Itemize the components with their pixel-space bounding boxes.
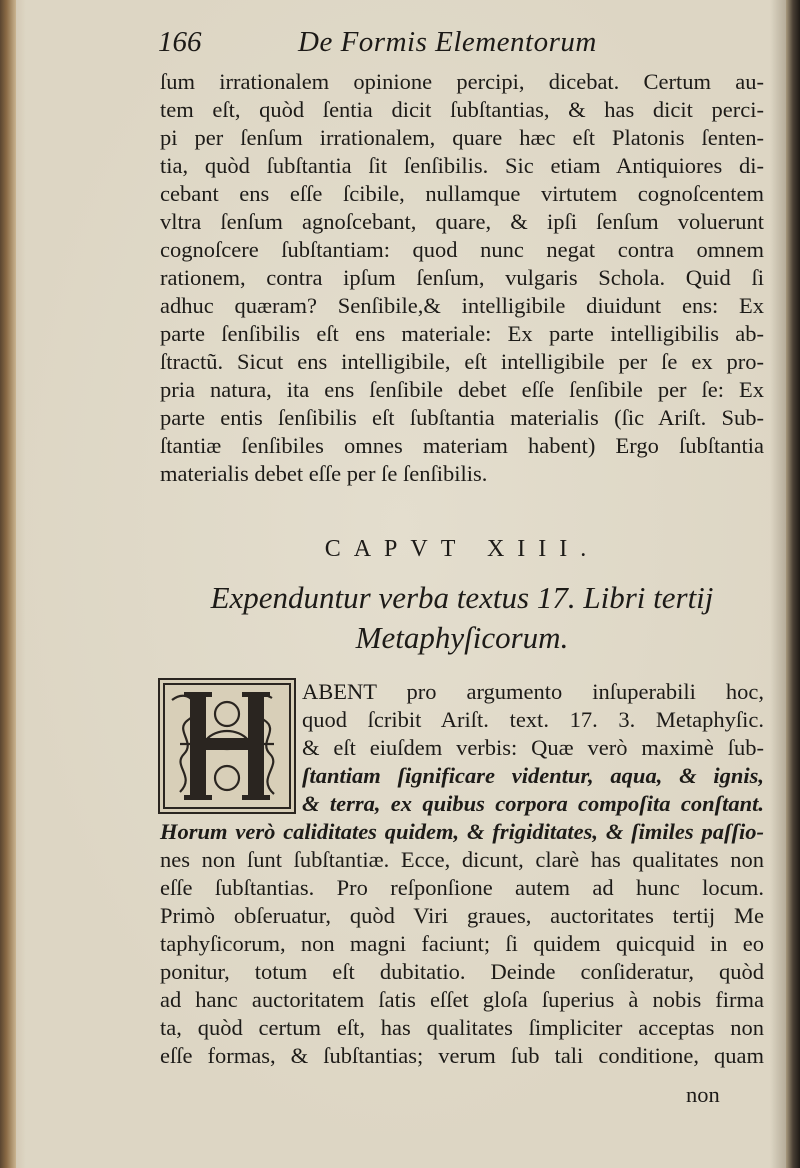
text-line: & terra, ex quibus corpora compoſita conſtant. [302, 791, 764, 816]
text-line: eſſe ſubſtantias. Pro reſponſione autem ad hunc locum. [160, 875, 764, 900]
text-line: tem eſt, quòd ſentia dicit ſubſtantias, & has dicit perci- [160, 97, 764, 122]
decorated-initial-h [158, 678, 296, 814]
running-head: De Formis Elementorum [298, 26, 597, 58]
text-line: cebant ens eſſe ſcibile, nullamque virtutem cognoſcentem [160, 181, 764, 206]
text-line: Horum verò caliditates quidem, & frigiditates, & ſimiles paſſio- [160, 819, 764, 844]
page-header [158, 26, 638, 66]
text-block-1 [160, 68, 764, 488]
text-line: quod ſcribit Ariſt. text. 17. 3. Metaphyſic. [302, 707, 764, 732]
text-line: nes non ſunt ſubſtantiæ. Ecce, dicunt, clarè has qualitates non [160, 847, 764, 872]
text-line: parte ſenſibilis eſt ens materiale: Ex parte intelligibilis ab- [160, 321, 764, 346]
text-line: materialis debet eſſe per ſe ſenſibilis. [160, 461, 488, 486]
text-line: ad hanc auctoritatem ſatis eſſet gloſa ſuperius à nobis firma [160, 987, 764, 1012]
text-line: eſſe formas, & ſubſtantias; verum ſub tali conditione, quam [160, 1043, 764, 1068]
chapter-title-line: Expenduntur verba textus 17. Libri tertij [210, 580, 714, 615]
text-line: parte entis ſenſibilis eſt ſubſtantia materialis (ſic Ariſt. Sub- [160, 405, 764, 430]
chapter-title-line: Metaphyſicorum. [355, 620, 569, 655]
text-line: cognoſcere ſubſtantiam: quod nunc negat contra omnem [160, 237, 764, 262]
catchword: non [686, 1082, 720, 1107]
text-line: ſtantiam ſignificare videntur, aqua, & ignis, [302, 763, 764, 788]
text-line: tia, quòd ſubſtantia ſit ſenſibilis. Sic etiam Antiquiores di- [160, 153, 764, 178]
text-line: ſum irrationalem opinione percipi, dicebat. Certum au- [160, 69, 764, 94]
text-line: & eſt eiuſdem verbis: Quæ verò maximè ſub- [302, 735, 764, 760]
text-line: vltra ſenſum agnoſcebant, quare, & ipſi ſenſum voluerunt [160, 209, 764, 234]
text-line: rationem, contra ipſum ſenſum, vulgaris Schola. Quid ſi [160, 265, 764, 290]
text-line: ABENT pro argumento inſuperabili hoc, [302, 679, 764, 704]
text-line: ſtantiæ ſenſibiles omnes materiam habent) Ergo ſubſtantia [160, 433, 764, 458]
ornament-initial-icon [160, 680, 294, 812]
text-block-2 [302, 678, 764, 818]
text-line: adhuc quæram? Senſibile,& intelligibile diuidunt ens: Ex [160, 293, 764, 318]
text-line: taphyſicorum, non magni faciunt; ſi quidem quicquid in eo [160, 931, 764, 956]
text-line: ſtractũ. Sicut ens intelligibile, eſt intelligibile per ſe ex pro- [160, 349, 764, 374]
text-line: pria natura, ita ens ſenſibile debet eſſe ſenſibile per ſe: Ex [160, 377, 764, 402]
chapter-title [160, 578, 764, 658]
text-block-3 [160, 818, 764, 1070]
text-line: pi per ſenſum irrationalem, quare hæc eſt Platonis ſenten- [160, 125, 764, 150]
text-line: ponitur, totum eſt dubitatio. Deinde conſideratur, quòd [160, 959, 764, 984]
chapter-heading: CAPVT XIII. [324, 536, 600, 562]
text-line: Primò obſeruatur, quòd Viri graues, auctoritates tertij Me [160, 903, 764, 928]
page-number: 166 [158, 26, 202, 58]
page-left-edge [0, 0, 16, 1168]
page-right-edge [786, 0, 800, 1168]
text-line: ta, quòd certum eſt, has qualitates ſimpliciter acceptas non [160, 1015, 764, 1040]
